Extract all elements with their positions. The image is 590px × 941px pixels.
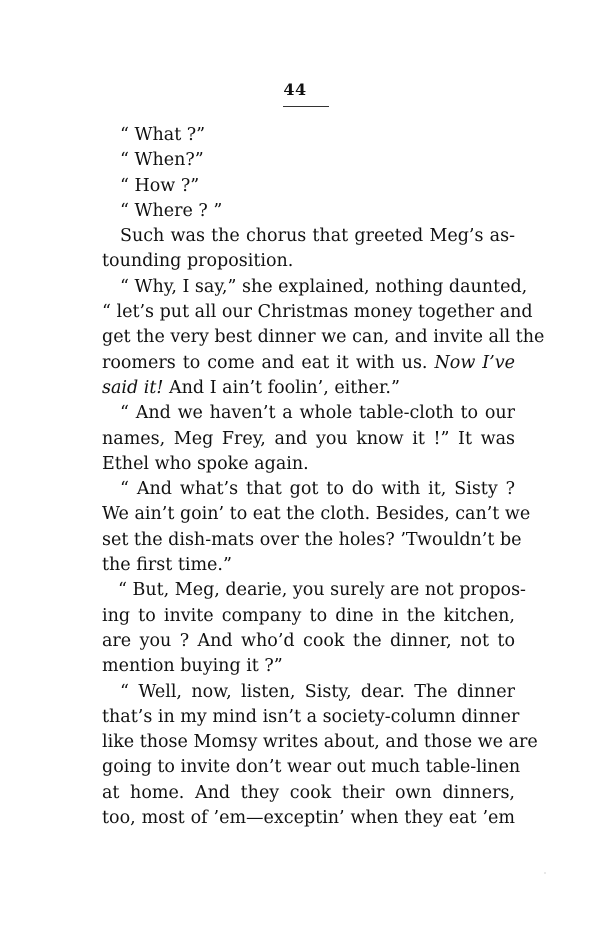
text-line: are you ? And who’d cook the dinner, not to xyxy=(102,630,515,651)
text-line: that’s in my mind isn’t a society-column dinner xyxy=(102,706,520,727)
text-line: We ain’t goin’ to eat the cloth. Besides, can’t we xyxy=(102,504,531,525)
text-line: tounding proposition. xyxy=(102,251,294,272)
text-run: And I ain’t foolin’, either.” xyxy=(163,377,400,398)
text-line: too, most of ’em—exceptin’ when they eat ’em xyxy=(102,808,515,829)
italic-text: Now I’ve xyxy=(434,352,515,373)
text-line: “ But, Meg, dearie, you surely are not propos- xyxy=(118,580,526,601)
text-line: “ And we haven’t a whole table-cloth to our xyxy=(120,403,515,424)
text-line: get the very best dinner we can, and invite all the xyxy=(102,327,545,348)
text-line: at home. And they cook their own dinners, xyxy=(102,782,515,803)
page-number: 44 xyxy=(283,80,307,99)
text-line: “ And what’s that got to do with it, Sisty ? xyxy=(120,479,515,500)
text-line: “ let’s put all our Christmas money together and xyxy=(102,302,533,323)
text-line xyxy=(102,351,515,376)
text-line: “ Where ? ” xyxy=(120,200,223,221)
text-line: Such was the chorus that greeted Meg’s as- xyxy=(120,226,515,247)
text-line: “ Why, I say,” she explained, nothing daunted, xyxy=(120,276,528,297)
text-run: roomers to come and eat it with us. xyxy=(102,352,435,373)
paper-speck xyxy=(544,872,546,874)
text-line: “ What ?” xyxy=(120,125,206,145)
page-number-rule xyxy=(283,106,329,107)
text-line xyxy=(102,376,515,401)
text-line: “ Well, now, listen, Sisty, dear. The dinner xyxy=(120,681,515,702)
text-line: the first time.” xyxy=(102,555,232,576)
body-text xyxy=(102,123,545,831)
text-line: going to invite don’t wear out much table-linen xyxy=(102,757,521,778)
italic-text: said it! xyxy=(102,377,164,398)
text-line: set the dish-mats over the holes? ’Twouldn’t be xyxy=(102,529,522,550)
text-line: mention buying it ?” xyxy=(102,656,283,677)
text-line: “ When?” xyxy=(120,150,204,171)
text-line: names, Meg Frey, and you know it !” It was xyxy=(102,428,515,449)
text-line: Ethel who spoke again. xyxy=(102,453,309,474)
text-line: like those Momsy writes about, and those we are xyxy=(102,732,538,753)
text-line: “ How ?” xyxy=(120,175,200,196)
text-line: ing to invite company to dine in the kitchen, xyxy=(102,605,515,626)
